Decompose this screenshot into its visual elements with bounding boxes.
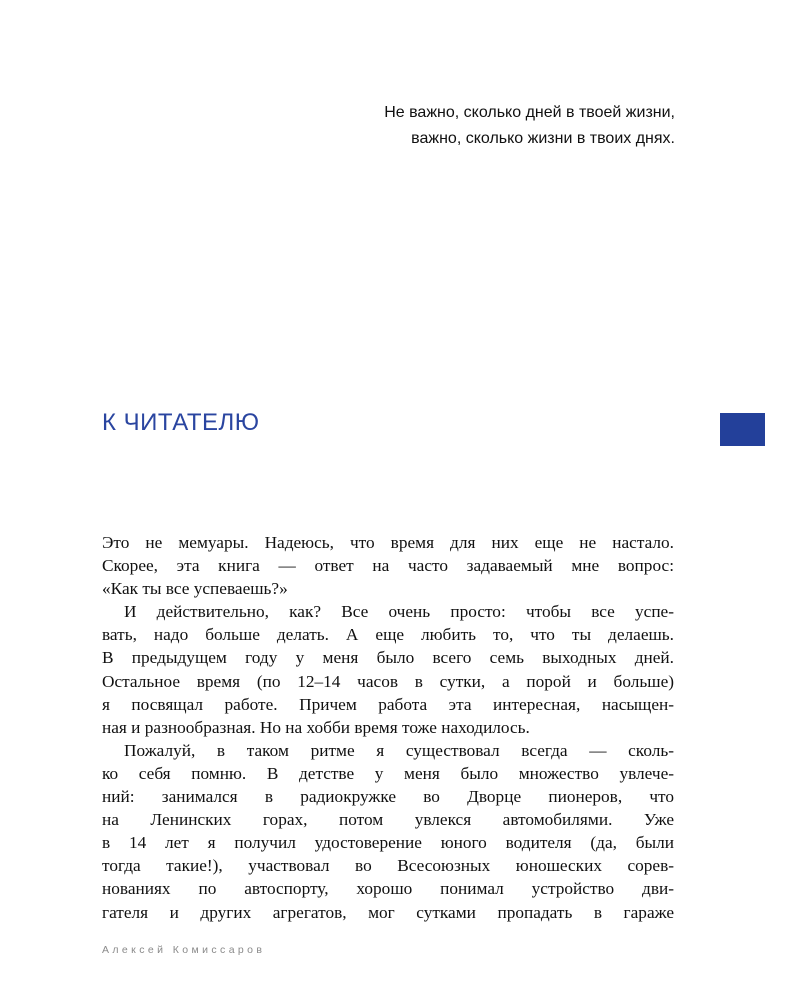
text-line: ний: занимался в радиокружке во Дворце пионеров, что	[102, 787, 674, 807]
epigraph-line: Не важно, сколько дней в твоей жизни,	[384, 104, 675, 121]
text-line: на Ленинских горах, потом увлекся автомобилями. Уже	[102, 810, 674, 830]
text-line: И действительно, как? Все очень просто: чтобы все успе-	[124, 602, 674, 622]
text-line: «Как ты все успеваешь?»	[102, 579, 288, 599]
text-line: ная и разнообразная. Но на хобби время тоже находилось.	[102, 717, 530, 737]
text-line: гателя и других агрегатов, мог сутками пропадать в гараже	[102, 902, 674, 922]
epigraph	[255, 100, 675, 152]
paragraph	[102, 600, 674, 739]
text-line: тогда такие!), участвовал во Всесоюзных юношеских сорев-	[102, 856, 674, 876]
text-line: Пожалуй, в таком ритме я существовал всегда — сколь-	[124, 740, 674, 760]
running-footer-author: Алексей Комиссаров	[102, 944, 266, 956]
chapter-title: К ЧИТАТЕЛЮ	[102, 409, 260, 436]
text-line: ко себя помню. В детстве у меня было множество увлече-	[102, 763, 674, 783]
text-line: Это не мемуары. Надеюсь, что время для них еще не настало.	[102, 533, 674, 552]
paragraph	[102, 739, 674, 924]
text-line: Скорее, эта книга — ответ на часто задаваемый мне вопрос:	[102, 556, 674, 576]
text-line: я посвящал работе. Причем работа эта интересная, насыщен-	[102, 694, 674, 714]
text-line: вать, надо больше делать. А еще любить то, что ты делаешь.	[102, 625, 674, 645]
text-line: Остальное время (по 12–14 часов в сутки, а порой и больше)	[102, 671, 674, 691]
paragraph	[102, 531, 674, 600]
epigraph-line: важно, сколько жизни в твоих днях.	[411, 130, 675, 147]
body-text	[102, 531, 674, 924]
text-line: В предыдущем году у меня было всего семь выходных дней.	[102, 648, 674, 668]
text-line: нованиях по автоспорту, хорошо понимал устройство дви-	[102, 879, 674, 899]
chapter-tab-marker	[720, 413, 765, 446]
text-line: в 14 лет я получил удостоверение юного водителя (да, были	[102, 833, 674, 853]
